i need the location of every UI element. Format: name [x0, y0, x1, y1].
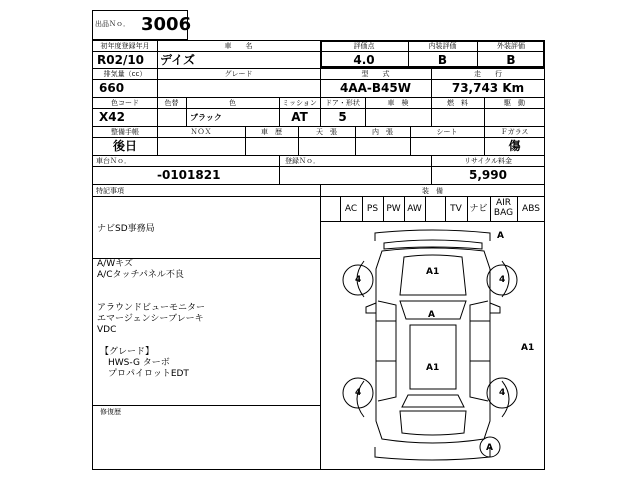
row-line: [92, 196, 545, 197]
exterior-grade-value: B: [506, 53, 516, 67]
transmission-label: ミッション: [282, 99, 317, 107]
mileage-value: 73,743 Km: [451, 81, 525, 95]
manual-label: 整備手帳: [111, 128, 139, 136]
inspection-label: 車 検: [387, 99, 409, 107]
car-diagram: [320, 221, 545, 469]
score-value: 4.0: [353, 53, 375, 67]
score-label: 評価点: [353, 42, 375, 50]
interior-grade-value: B: [437, 53, 448, 67]
manual-value: 後日: [112, 139, 137, 153]
tire-mark-rear-left: 4: [355, 388, 362, 398]
chassis-value: -0101821: [157, 168, 221, 182]
equip-aw: AW: [407, 204, 422, 214]
remark-line: アラウンドビューモニター: [97, 303, 206, 313]
glass-label: Ｆガラス: [500, 128, 529, 136]
remark-line: HWS-G ターボ: [108, 358, 170, 368]
interior-label: 内 張: [372, 128, 393, 136]
lot-number-box: [92, 10, 192, 40]
nox-label: ＮＯＸ: [190, 128, 212, 136]
damage-mark-roof: A: [428, 310, 435, 320]
remarks-label: 特記事項: [96, 187, 124, 195]
history-label: 車 歴: [261, 128, 282, 136]
remark-line: エマージェンシーブレーキ: [97, 314, 204, 324]
exterior-grade-label: 外装評価: [497, 42, 525, 50]
damage-mark-hood: A1: [426, 267, 440, 277]
reg-year-label: 初年度登録年月: [100, 42, 150, 50]
remark-line: VDC: [97, 325, 117, 335]
recycle-label: リサイクル料金: [463, 157, 513, 165]
row-line: [92, 79, 545, 80]
repairs-label: 修復歴: [100, 408, 121, 416]
grade-label: グレード: [224, 70, 253, 78]
remark-line: A/Cタッチパネル不良: [97, 270, 184, 280]
tire-mark-front-right: 4: [499, 275, 506, 285]
remark-line: プロパイロットEDT: [108, 369, 189, 379]
row-line: [92, 137, 545, 138]
equip-airbag: AIR BAG: [493, 198, 514, 218]
displacement-value: 660: [99, 81, 125, 95]
equip-ac: AC: [344, 204, 358, 214]
damage-mark-front-top: A: [497, 231, 504, 241]
tire-mark-front-left: 4: [355, 275, 362, 285]
equip-abs: ABS: [522, 204, 540, 214]
damage-mark-rear: A1: [426, 363, 440, 373]
equip-line: [425, 196, 426, 221]
tire-mark-rear-right: 4: [499, 388, 506, 398]
row-line: [92, 184, 545, 185]
interior-grade-label: 内装評価: [428, 42, 457, 50]
reg-no-label: 登録Ｎｏ．: [285, 157, 320, 165]
lot-label: 出品Ｎｏ．: [95, 20, 130, 28]
row-line: [92, 405, 320, 406]
color-code-label: 色コード: [111, 99, 139, 107]
lot-number: 3006: [141, 14, 192, 35]
car-name-value: デイズ: [160, 53, 196, 67]
equip-pw: PW: [386, 204, 401, 214]
model-value: 4AA-B45W: [340, 81, 411, 95]
remark-line: ナビSD事務局: [97, 224, 155, 234]
mileage-label: 走 行: [474, 70, 502, 78]
chassis-label: 車台Ｎｏ．: [96, 157, 131, 165]
equip-tv: TV: [450, 204, 462, 214]
ceiling-label: 天 張: [316, 128, 337, 136]
equip-ps: PS: [366, 204, 379, 214]
reg-year-value: R02/10: [97, 53, 145, 67]
model-label: 型 式: [361, 70, 390, 78]
color-type-label: 色替: [164, 99, 179, 107]
color-value: ブラック: [190, 113, 222, 122]
recycle-value: 5,990: [469, 168, 507, 182]
equipment-label: 装 備: [422, 187, 443, 195]
row-line: [92, 108, 545, 109]
car-name-label: 車 名: [224, 42, 253, 50]
col-line: [279, 155, 280, 184]
displacement-label: 排気量（cc）: [103, 70, 147, 78]
remark-line: 【グレード】: [100, 347, 155, 357]
damage-mark-right-side: A1: [521, 343, 535, 353]
fuel-label: 燃 料: [447, 99, 468, 107]
color-label: 色: [229, 99, 236, 107]
equip-navi: ナビ: [469, 204, 488, 214]
damage-mark-rear-bottom: A: [486, 443, 493, 453]
remark-line: A/Wキズ: [97, 259, 133, 269]
doors-label: ドア・形状: [325, 99, 360, 107]
color-code-value: X42: [99, 110, 125, 124]
drive-label: 駆 動: [504, 99, 525, 107]
glass-value: 傷: [508, 139, 521, 153]
row-line: [92, 166, 545, 167]
transmission-value: AT: [291, 110, 308, 124]
doors-value: 5: [338, 110, 347, 124]
seat-label: シート: [436, 128, 458, 136]
